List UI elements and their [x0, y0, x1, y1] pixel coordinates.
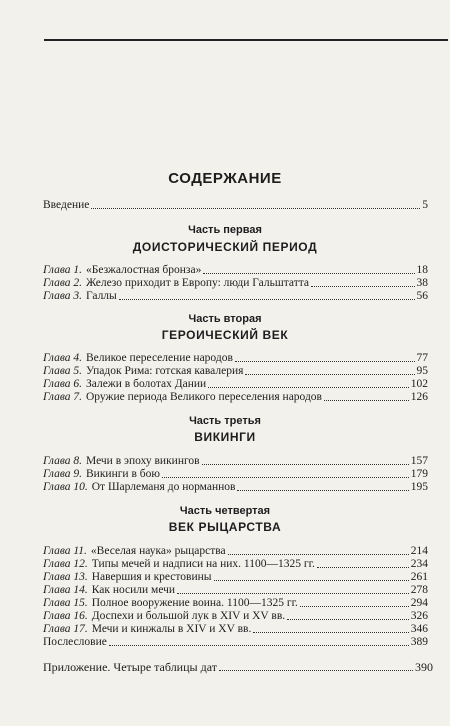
- page-number: 294: [410, 597, 428, 609]
- page-number: 157: [410, 455, 428, 467]
- page-number: 95: [416, 365, 428, 377]
- part-label: Часть третья: [189, 415, 261, 427]
- entry-title: Типы мечей и надписи на них. 1100—1325 гг.: [91, 558, 315, 570]
- entry-title: Как носили мечи: [91, 584, 176, 596]
- toc-entry-intro: [43, 199, 428, 212]
- toc-entry: [43, 597, 428, 610]
- page-number: 326: [410, 610, 428, 622]
- page-number: 56: [416, 290, 428, 302]
- entry-title: Полное вооружение воина. 1100—1325 гг.: [91, 597, 298, 609]
- toc-entry: [43, 623, 428, 636]
- entry-title: Введение: [43, 199, 90, 211]
- part-label: Часть четвертая: [179, 505, 271, 517]
- dot-leader: [300, 606, 409, 607]
- toc-entry: [43, 584, 428, 597]
- entry-title: Навершия и крестовины: [91, 571, 212, 583]
- toc-entry: [43, 264, 428, 277]
- dot-leader: [311, 286, 415, 287]
- toc-entry: [43, 571, 428, 584]
- dot-leader: [317, 567, 409, 568]
- toc-entry: [43, 468, 428, 481]
- toc-entry: [43, 290, 428, 303]
- dot-leader: [237, 490, 408, 491]
- chapter-number: Глава 10.: [43, 481, 88, 493]
- toc-entry: [43, 365, 428, 378]
- entry-title: Залежи в болотах Дании: [86, 378, 207, 390]
- chapter-number: Глава 2.: [43, 277, 82, 289]
- toc-entry: [43, 545, 428, 558]
- dot-leader: [287, 619, 409, 620]
- page-number: 18: [416, 264, 428, 276]
- page-number: 77: [416, 352, 428, 364]
- dot-leader: [202, 464, 409, 465]
- entry-title: Железо приходит в Европу: люди Гальштатта: [86, 277, 309, 289]
- dot-leader: [177, 593, 409, 594]
- part-title: ВЕК РЫЦАРСТВА: [168, 520, 282, 534]
- page-number: 390: [415, 660, 433, 674]
- chapter-number: Глава 13.: [43, 571, 88, 583]
- dot-leader: [208, 387, 409, 388]
- chapter-number: Глава 7.: [43, 391, 82, 403]
- toc-entry: [43, 277, 428, 290]
- page-number: 261: [410, 571, 428, 583]
- entry-title: От Шарлеманя до норманнов: [91, 481, 236, 493]
- entry-title: Викинги в бою: [86, 468, 160, 480]
- chapter-number: Глава 8.: [43, 455, 82, 467]
- page-number: 179: [410, 468, 428, 480]
- page-number: 126: [410, 391, 428, 403]
- chapter-number: Глава 12.: [43, 558, 88, 570]
- entry-title: Галлы: [86, 290, 117, 302]
- dot-leader: [245, 374, 414, 375]
- toc-entry: [43, 481, 428, 494]
- entry-title: Великое переселение народов: [86, 352, 233, 364]
- page-number: 346: [410, 623, 428, 635]
- entry-title: Упадок Рима: готская кавалерия: [86, 365, 244, 377]
- page-number: 102: [410, 378, 428, 390]
- page-number: 234: [410, 558, 428, 570]
- chapter-number: Глава 1.: [43, 264, 82, 276]
- toc-entry: [43, 558, 428, 571]
- part-title: ВИКИНГИ: [194, 430, 256, 444]
- part-label: Часть первая: [188, 224, 262, 236]
- toc-entry-appendix: [43, 661, 433, 674]
- chapter-number: Глава 14.: [43, 584, 88, 596]
- part-label: Часть вторая: [188, 313, 262, 325]
- entry-title: «Веселая наука» рыцарства: [90, 545, 226, 557]
- page-number: 214: [410, 545, 428, 557]
- chapter-number: Глава 16.: [43, 610, 88, 622]
- dot-leader: [228, 554, 409, 555]
- part-title: ДОИСТОРИЧЕСКИЙ ПЕРИОД: [132, 240, 318, 254]
- entry-title: Оружие периода Великого переселения народов: [86, 391, 322, 403]
- toc-entry: [43, 352, 428, 365]
- chapter-number: Глава 4.: [43, 352, 82, 364]
- toc-title: СОДЕРЖАНИЕ: [168, 170, 282, 187]
- page-number: 195: [410, 481, 428, 493]
- dot-leader: [203, 273, 414, 274]
- dot-leader: [253, 632, 408, 633]
- chapter-number: Глава 6.: [43, 378, 82, 390]
- entry-title: Послесловие: [43, 636, 107, 648]
- dot-leader: [324, 400, 409, 401]
- toc-entry: [43, 378, 428, 391]
- entry-title: Мечи в эпоху викингов: [86, 455, 200, 467]
- part-title: ГЕРОИЧЕСКИЙ ВЕК: [161, 328, 289, 342]
- chapter-number: Глава 15.: [43, 597, 88, 609]
- entry-title: Приложение. Четыре таблицы дат: [43, 660, 217, 674]
- chapter-number: Глава 5.: [43, 365, 82, 377]
- chapter-number: Глава 3.: [43, 290, 82, 302]
- dot-leader: [162, 477, 409, 478]
- dot-leader: [219, 670, 413, 671]
- chapter-number: Глава 11.: [43, 545, 87, 557]
- page-number: 389: [410, 636, 428, 648]
- dot-leader: [109, 645, 409, 646]
- entry-title: Мечи и кинжалы в XIV и XV вв.: [91, 623, 252, 635]
- chapter-number: Глава 9.: [43, 468, 82, 480]
- page-number: 278: [410, 584, 428, 596]
- dot-leader: [91, 208, 420, 209]
- top-rule: [44, 39, 448, 41]
- toc-entry: [43, 455, 428, 468]
- entry-title: «Безжалостная бронза»: [86, 264, 202, 276]
- dot-leader: [214, 580, 409, 581]
- toc-entry: [43, 610, 428, 623]
- chapter-number: Глава 17.: [43, 623, 88, 635]
- toc-entry: [43, 391, 428, 404]
- entry-title: Доспехи и большой лук в XIV и XV вв.: [91, 610, 286, 622]
- page-number: 5: [422, 199, 428, 211]
- dot-leader: [235, 361, 415, 362]
- page-number: 38: [416, 277, 428, 289]
- toc-entry-afterword: [43, 636, 428, 649]
- dot-leader: [119, 299, 415, 300]
